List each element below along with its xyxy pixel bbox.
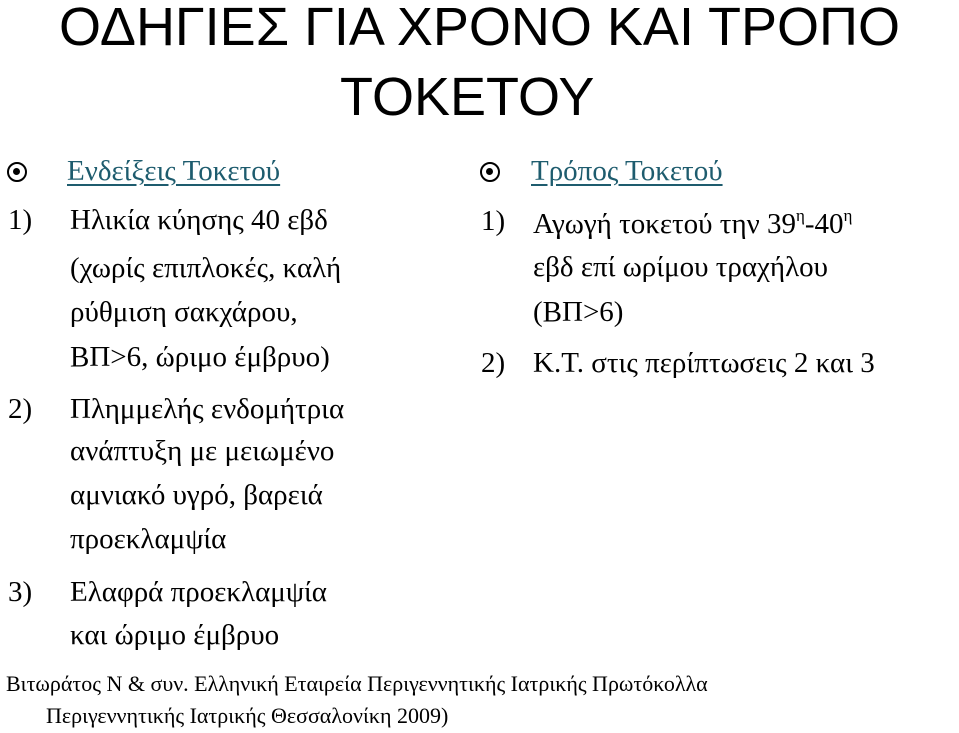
radio-bullet-icon	[7, 162, 27, 182]
list-item-line: (ΒΠ>6)	[533, 296, 624, 328]
list-item-line: Ηλικία κύησης 40 εβδ	[70, 204, 328, 236]
page-title-line1: ΟΔΗΓΙΕΣ ΓΙΑ ΧΡΟΝΟ ΚΑΙ ΤΡΟΠΟ	[59, 0, 900, 57]
list-item-line: (χωρίς επιπλοκές, καλή	[70, 252, 342, 284]
list-item-line: Κ.Τ. στις περίπτωσεις 2 και 3	[533, 347, 875, 379]
page-title-line2: ΤΟΚΕΤΟΥ	[340, 67, 595, 127]
list-item-line: και ώριμο έμβρυο	[70, 619, 280, 651]
list-item-line: ρύθμιση σακχάρου,	[70, 296, 298, 328]
list-item-line: Αγωγή τοκετού την $39^\eta-40^\eta$	[533, 206, 853, 240]
item-number: 1)	[8, 204, 33, 236]
left-heading: Ενδείξεις Τοκετού	[67, 155, 281, 187]
item-number: 2)	[481, 347, 506, 379]
list-item-line: εβδ επί ωρίμου τραχήλου	[533, 251, 829, 283]
right-heading: Τρόπος Τοκετού	[531, 155, 723, 187]
list-item-line: Πλημμελής ενδομήτρια	[70, 393, 345, 425]
list-item-line: ανάπτυξη με μειωμένο	[70, 435, 335, 467]
item-number: 1)	[481, 205, 506, 237]
list-item-line: προεκλαμψία	[70, 523, 227, 555]
item-number: 2)	[8, 393, 33, 425]
list-item-line: αμνιακό υγρό, βαρειά	[70, 479, 323, 511]
citation-line2: Περιγεννητικής Ιατρικής Θεσσαλονίκη 2009)	[46, 703, 449, 728]
list-item-line: ΒΠ>6, ώριμο έμβρυο)	[70, 341, 330, 373]
list-item-line: Ελαφρά προεκλαμψία	[70, 576, 327, 608]
citation-line1: Βιτωράτος Ν & συν. Ελληνική Εταιρεία Περιγεννητικής Ιατρικής Πρωτόκολλα	[6, 671, 708, 696]
radio-bullet-icon	[480, 162, 500, 182]
item-number: 3)	[8, 576, 33, 608]
